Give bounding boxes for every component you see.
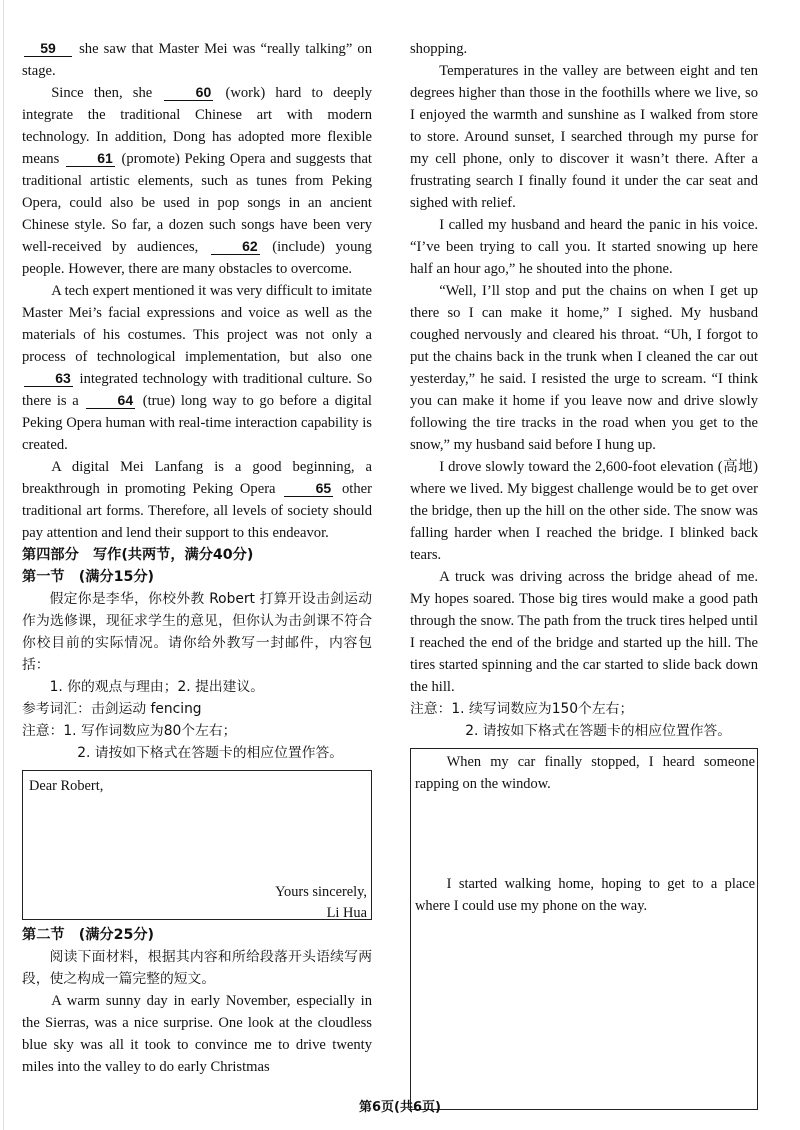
- paragraph-65: A digital Mei Lanfang is a good beginning, a breakthrough in promoting Peking Opera 65 other traditional art forms. Therefore, all levels of society should pay attention and lend their support to this endeavor.: [22, 459, 372, 541]
- letter-closing: Yours sincerely,: [275, 884, 367, 900]
- letter-greeting: Dear Robert,: [29, 778, 104, 794]
- blank-62[interactable]: 62: [211, 238, 260, 255]
- continuation-answer-box[interactable]: [410, 748, 758, 1110]
- right-column: [410, 38, 758, 1110]
- continuation-note-word-count: 注意：1. 续写词数应为150个左右；: [410, 701, 634, 717]
- continuation-opening-1: When my car finally stopped, I heard someone rapping on the window.: [415, 754, 755, 792]
- part4-title: 第四部分 写作(共两节，满分40分): [22, 547, 254, 563]
- continuation-note-format: 2. 请按如下格式在答题卡的相应位置作答。: [465, 723, 732, 739]
- section2-title: 第二节 (满分25分): [22, 927, 155, 943]
- page-number: 第6页(共6页): [359, 1100, 441, 1115]
- blank-60[interactable]: 60: [164, 84, 213, 101]
- paragraph-59: 59 she saw that Master Mei was “really talking” on stage.: [22, 40, 372, 79]
- blank-59[interactable]: 59: [24, 40, 72, 57]
- letter-answer-box[interactable]: [22, 770, 372, 920]
- paragraph-63-64: A tech expert mentioned it was very difficult to imitate Master Mei’s facial expressions and voice as well as the materials of his costumes. This project was not only a process of technological implementation, but also one 63 integrated technology with traditional culture. So there is a 64 (true) long way to go before a digital Peking Opera human with real-time interaction capability is created.: [22, 283, 372, 453]
- section1-title: 第一节 (满分15分): [22, 569, 155, 585]
- story-paragraph-5: A truck was driving across the bridge ahead of me. My hopes soared. Those big tires would make a good path through the snow. The path from the truck tires helped until I reached the end of the bridge and started up the hill. The tires started spinning and the car started to slide back down the hill.: [410, 569, 758, 695]
- note-word-count: 注意：1. 写作词数应为80个左右；: [22, 723, 237, 739]
- blank-64[interactable]: 64: [86, 392, 135, 409]
- blank-63[interactable]: 63: [24, 370, 73, 387]
- letter-signature: Li Hua: [326, 905, 367, 921]
- blank-65[interactable]: 65: [284, 480, 333, 497]
- story-paragraph-2: I called my husband and heard the panic in his voice. “I’ve been trying to call you. It started snowing up here half an hour ago,” he shouted into the phone.: [410, 217, 758, 277]
- blank-61[interactable]: 61: [66, 150, 115, 167]
- section1-points: 1. 你的观点与理由；2. 提出建议。: [49, 679, 265, 695]
- note-format: 2. 请按如下格式在答题卡的相应位置作答。: [77, 745, 344, 761]
- section2-description: 阅读下面材料，根据其内容和所给段落开头语续写两段，使之构成一篇完整的短文。: [22, 949, 372, 987]
- paragraph-60-62: Since then, she 60 (work) hard to deeply integrate the traditional Chinese art with modern technology. In addition, Dong has adopted more flexible means 61 (promote) Peking Opera and suggests that traditional artistic elements, such as tunes from Peking Opera, could also be used in pop songs in an ancient Chinese style. So far, a dozen such songs have been very well-received by audiences, 62 (include) young people. However, there are many obstacles to overcome.: [22, 84, 372, 277]
- story-paragraph-4: I drove slowly toward the 2,600-foot elevation (高地) where we lived. My biggest challenge would be to get over the bridge, then up the hill on the other side. The snow was falling harder when I reached the bridge. I blinked back tears.: [410, 459, 758, 563]
- scan-edge: [3, 0, 4, 1130]
- story-paragraph-1: Temperatures in the valley are between eight and ten degrees higher than those in the foothills where we live, so I enjoyed the warmth and sunshine as I walked from store to store. Around sunset, I searched through my purse for my cell phone, only to discover it wasn’t there. After a frustrating search I finally found it under the car seat and sighed with relief.: [410, 63, 758, 211]
- section1-description: 假定你是李华，你校外教 Robert 打算开设击剑运动作为选修课，现征求学生的意见，但你认为击剑课不符合你校目前的实际情况。请你给外教写一封邮件，内容包括：: [22, 591, 372, 673]
- left-column: [22, 38, 372, 1078]
- story-continuation: shopping.: [410, 41, 468, 57]
- story-opening: A warm sunny day in early November, especially in the Sierras, was a nice surprise. One look at the cloudless blue sky was all it took to convince me to drive twenty miles into the valley to do early Christmas: [22, 993, 372, 1075]
- continuation-opening-2: I started walking home, hoping to get to a place where I could use my phone on the way.: [415, 876, 755, 914]
- vocabulary-note: 参考词汇：击剑运动 fencing: [22, 701, 202, 717]
- story-paragraph-3: “Well, I’ll stop and put the chains on when I get up there so I can make it home,” I sighed. My husband coughed nervously and cleared his throat. “Uh, I forgot to put the chains back in the trunk when I cleaned the car out yesterday,” he said. I resisted the urge to scream. “I think you can make it home if you leave now and drive slowly following the tire tracks in the road when you get to the snow,” my husband said before I hung up.: [410, 283, 758, 453]
